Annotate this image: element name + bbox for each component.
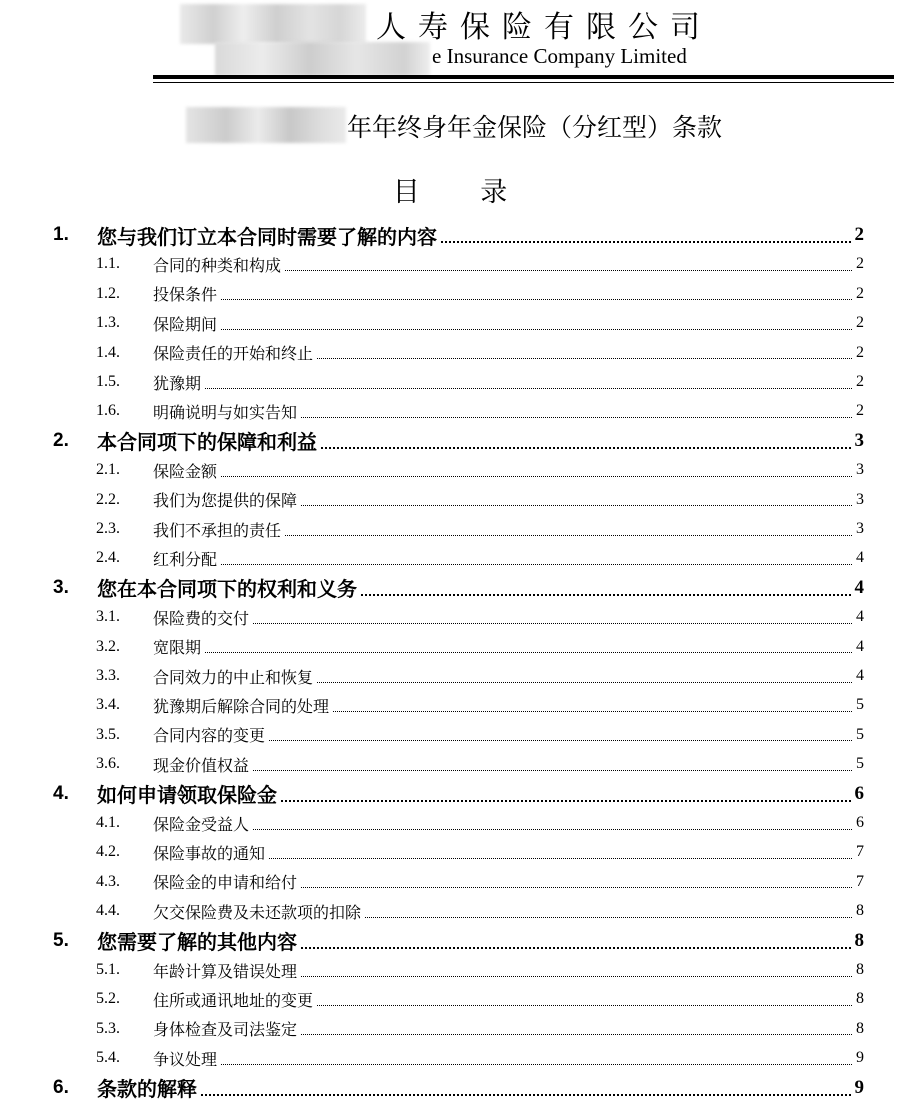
- toc-entry-page-number: 8: [856, 902, 864, 920]
- toc-dot-leader: [221, 476, 852, 477]
- header-rule-thin: [153, 82, 894, 83]
- toc-subsection-entry[interactable]: [0, 455, 900, 485]
- toc-subsection-entry[interactable]: [0, 308, 900, 338]
- toc-entry-line: [153, 665, 864, 688]
- toc-dot-leader: [365, 917, 852, 918]
- toc-entry-title: 保险费的交付: [153, 608, 250, 628]
- toc-entry-page-number: 8: [856, 961, 864, 978]
- toc-dot-leader: [281, 800, 851, 802]
- toc-entry-line: [97, 221, 864, 250]
- toc-entry-number: 3.3.: [96, 667, 120, 684]
- toc-entry-number: 6.: [53, 1076, 69, 1098]
- toc-entry-line: [153, 841, 864, 864]
- toc-dot-leader: [321, 447, 851, 449]
- toc-heading: 目 录: [392, 177, 534, 208]
- toc-dot-leader: [269, 858, 852, 859]
- toc-dot-leader: [201, 1094, 851, 1096]
- toc-subsection-entry[interactable]: [0, 867, 900, 897]
- toc-entry-number: 2.1.: [96, 461, 120, 479]
- toc-entry-title: 保险金额: [153, 461, 218, 481]
- toc-entry-line: [153, 635, 864, 658]
- toc-entry-page-number: 9: [856, 1049, 864, 1067]
- toc-entry-number: 4.: [53, 782, 69, 804]
- toc-entry-line: [97, 1073, 864, 1102]
- toc-entry-title: 身体检查及司法鉴定: [153, 1020, 298, 1040]
- redacted-logo: [180, 4, 366, 44]
- toc-entry-page-number: 2: [856, 314, 864, 332]
- toc-dot-leader: [253, 770, 852, 771]
- toc-dot-leader: [301, 1034, 852, 1035]
- toc-section-entry[interactable]: [0, 926, 900, 956]
- toc-entry-title: 您需要了解的其他内容: [97, 930, 297, 955]
- toc-subsection-entry[interactable]: [0, 338, 900, 368]
- toc-entry-line: [97, 779, 864, 808]
- toc-entry-page-number: 2: [856, 343, 864, 361]
- toc-entry-page-number: 4: [856, 549, 864, 567]
- toc-entry-page-number: 5: [856, 696, 864, 714]
- toc-entry-number: 4.3.: [96, 872, 120, 890]
- toc-entry-page-number: 3: [856, 490, 864, 508]
- toc-dot-leader: [221, 299, 852, 300]
- toc-entry-title: 合同效力的中止和恢复: [153, 667, 314, 687]
- toc-entry-title: 保险金的申请和给付: [153, 873, 298, 893]
- toc-dot-leader: [441, 241, 851, 243]
- toc-subsection-entry[interactable]: [0, 1043, 900, 1073]
- toc-entry-number: 4.2.: [96, 843, 120, 861]
- document-title: 年年终身年金保险（分红型）条款: [347, 113, 723, 142]
- toc-entry-line: [153, 1017, 864, 1040]
- toc-subsection-entry[interactable]: [0, 720, 900, 750]
- toc-dot-leader: [317, 682, 852, 683]
- toc-entry-page-number: 7: [856, 872, 864, 890]
- toc-subsection-entry[interactable]: [0, 808, 900, 838]
- toc-dot-leader: [301, 887, 852, 888]
- toc-entry-line: [153, 870, 864, 893]
- toc-entry-title: 您与我们订立本合同时需要了解的内容: [97, 224, 437, 249]
- toc-subsection-entry[interactable]: [0, 543, 900, 573]
- toc-entry-page-number: 3: [856, 461, 864, 479]
- redacted-product-name: [186, 107, 346, 143]
- toc-subsection-entry[interactable]: [0, 1014, 900, 1044]
- toc-entry-line: [153, 694, 864, 717]
- toc-entry-title: 年龄计算及错误处理: [153, 961, 298, 981]
- toc-entry-title: 合同的种类和构成: [153, 255, 282, 275]
- toc-entry-page-number: 8: [856, 1019, 864, 1037]
- toc-entry-title: 您在本合同项下的权利和义务: [97, 577, 357, 602]
- toc-dot-leader: [301, 417, 852, 418]
- document-header: [0, 0, 900, 100]
- toc-dot-leader: [301, 505, 852, 506]
- toc-entry-line: [153, 547, 864, 570]
- toc-entry-page-number: 2: [856, 284, 864, 302]
- toc-entry-page-number: 3: [854, 429, 864, 451]
- toc-entry-number: 1.4.: [96, 343, 120, 361]
- toc-entry-page-number: 4: [854, 576, 864, 598]
- toc-entry-title: 本合同项下的保障和利益: [97, 430, 317, 455]
- toc-entry-page-number: 8: [854, 929, 864, 951]
- toc-entry-number: 3.6.: [96, 755, 120, 773]
- toc-entry-title: 保险责任的开始和终止: [153, 344, 314, 364]
- toc-subsection-entry[interactable]: [0, 396, 900, 426]
- toc-section-entry[interactable]: [0, 1073, 900, 1103]
- toc-entry-number: 5.1.: [96, 961, 120, 978]
- toc-entry-number: 2.3.: [96, 520, 120, 537]
- toc-entry-title: 合同内容的变更: [153, 726, 266, 746]
- toc-entry-number: 1.: [53, 224, 69, 245]
- toc-entry-title: 如何申请领取保险金: [97, 783, 277, 808]
- toc-dot-leader: [317, 1005, 852, 1006]
- toc-entry-line: [153, 723, 864, 746]
- toc-subsection-entry[interactable]: [0, 367, 900, 397]
- toc-entry-page-number: 7: [856, 843, 864, 861]
- header-rule-thick: [153, 75, 894, 79]
- toc-entry-number: 3.1.: [96, 608, 120, 626]
- toc-entry-number: 1.5.: [96, 373, 120, 390]
- toc-entry-title: 宽限期: [153, 638, 202, 658]
- toc-entry-line: [153, 1047, 864, 1070]
- toc-entry-line: [153, 753, 864, 776]
- toc-entry-line: [153, 988, 864, 1011]
- toc-entry-line: [153, 341, 864, 364]
- toc-entry-number: 1.1.: [96, 255, 120, 273]
- toc-entry-line: [153, 518, 864, 541]
- toc-subsection-entry[interactable]: [0, 514, 900, 544]
- toc-subsection-entry[interactable]: [0, 279, 900, 309]
- toc-entry-title: 红利分配: [153, 549, 218, 569]
- toc-entry-number: 2.: [53, 429, 69, 451]
- toc-entry-line: [153, 900, 864, 923]
- toc-section-entry[interactable]: [0, 573, 900, 603]
- toc-entry-title: 投保条件: [153, 285, 218, 305]
- toc-dot-leader: [269, 740, 852, 741]
- toc-entry-title: 我们为您提供的保障: [153, 491, 298, 511]
- toc-entry-title: 争议处理: [153, 1049, 218, 1069]
- toc-subsection-entry[interactable]: [0, 602, 900, 632]
- toc-entry-page-number: 5: [856, 755, 864, 773]
- toc-subsection-entry[interactable]: [0, 896, 900, 926]
- toc-entry-number: 3.: [53, 576, 69, 598]
- toc-subsection-entry[interactable]: [0, 984, 900, 1014]
- toc-entry-line: [153, 253, 864, 276]
- toc-dot-leader: [221, 564, 852, 565]
- toc-entry-title: 现金价值权益: [153, 755, 250, 775]
- toc-entry-number: 5.2.: [96, 990, 120, 1008]
- company-name-english: e Insurance Company Limited: [432, 44, 687, 68]
- company-name-chinese: 人寿保险有限公司: [376, 10, 712, 45]
- toc-entry-page-number: 3: [856, 520, 864, 537]
- toc-dot-leader: [361, 594, 851, 596]
- toc-subsection-entry[interactable]: [0, 749, 900, 779]
- toc-entry-number: 3.2.: [96, 637, 120, 655]
- toc-entry-page-number: 4: [856, 667, 864, 684]
- toc-subsection-entry[interactable]: [0, 690, 900, 720]
- toc-entry-number: 1.3.: [96, 314, 120, 332]
- toc-dot-leader: [221, 329, 852, 330]
- toc-entry-number: 3.5.: [96, 725, 120, 743]
- toc-entry-line: [153, 488, 864, 511]
- toc-entry-line: [153, 959, 864, 982]
- toc-dot-leader: [333, 711, 852, 712]
- toc-subsection-entry[interactable]: [0, 661, 900, 691]
- toc-entry-number: 4.4.: [96, 902, 120, 920]
- toc-entry-page-number: 6: [856, 814, 864, 831]
- toc-entry-title: 条款的解释: [97, 1077, 197, 1102]
- toc-dot-leader: [221, 1064, 852, 1065]
- toc-section-entry[interactable]: [0, 779, 900, 809]
- toc-entry-number: 5.: [53, 929, 69, 951]
- toc-entry-line: [153, 371, 864, 394]
- toc-section-entry[interactable]: [0, 426, 900, 456]
- toc-dot-leader: [253, 623, 852, 624]
- toc-entry-page-number: 2: [856, 402, 864, 420]
- toc-dot-leader: [301, 947, 851, 949]
- toc-entry-number: 1.2.: [96, 284, 120, 302]
- toc-entry-line: [153, 812, 864, 835]
- toc-entry-line: [153, 282, 864, 305]
- toc-entry-title: 保险金受益人: [153, 814, 250, 834]
- toc-entry-line: [153, 312, 864, 335]
- toc-subsection-entry[interactable]: [0, 837, 900, 867]
- toc-subsection-entry[interactable]: [0, 485, 900, 515]
- toc-entry-page-number: 2: [856, 373, 864, 390]
- toc-entry-line: [97, 573, 864, 602]
- toc-entry-number: 2.4.: [96, 549, 120, 567]
- toc-dot-leader: [317, 358, 852, 359]
- toc-entry-line: [153, 400, 864, 423]
- toc-dot-leader: [285, 270, 852, 271]
- toc-entry-number: 5.4.: [96, 1049, 120, 1067]
- toc-entry-number: 4.1.: [96, 814, 120, 831]
- toc-entry-title: 保险事故的通知: [153, 843, 266, 863]
- toc-entry-title: 欠交保险费及未还款项的扣除: [153, 902, 362, 922]
- toc-entry-title: 犹豫期后解除合同的处理: [153, 696, 330, 716]
- toc-entry-number: 3.4.: [96, 696, 120, 714]
- toc-dot-leader: [205, 652, 852, 653]
- toc-entry-title: 我们不承担的责任: [153, 520, 282, 540]
- toc-entry-title: 保险期间: [153, 314, 218, 334]
- toc-entry-page-number: 8: [856, 990, 864, 1008]
- toc-entry-page-number: 2: [854, 224, 864, 245]
- toc-entry-page-number: 6: [854, 782, 864, 804]
- toc-entry-page-number: 9: [854, 1076, 864, 1098]
- toc-dot-leader: [253, 829, 852, 830]
- toc-entry-title: 犹豫期: [153, 373, 202, 393]
- toc-entry-number: 5.3.: [96, 1019, 120, 1037]
- toc-entry-number: 1.6.: [96, 402, 120, 420]
- toc-entry-line: [97, 426, 864, 455]
- toc-subsection-entry[interactable]: [0, 955, 900, 985]
- toc-entry-page-number: 2: [856, 255, 864, 273]
- toc-section-entry[interactable]: [0, 220, 900, 250]
- toc-subsection-entry[interactable]: [0, 632, 900, 662]
- toc-entry-title: 住所或通讯地址的变更: [153, 990, 314, 1010]
- toc-entry-page-number: 4: [856, 637, 864, 655]
- toc-subsection-entry[interactable]: [0, 249, 900, 279]
- toc-entry-page-number: 4: [856, 608, 864, 626]
- toc-entry-number: 2.2.: [96, 490, 120, 508]
- toc-entry-line: [153, 606, 864, 629]
- toc-dot-leader: [301, 976, 852, 977]
- toc-entry-title: 明确说明与如实告知: [153, 402, 298, 422]
- toc-dot-leader: [285, 535, 852, 536]
- redacted-company-name: [215, 42, 430, 76]
- toc-entry-page-number: 5: [856, 725, 864, 743]
- toc-dot-leader: [205, 388, 852, 389]
- toc-entry-line: [97, 926, 864, 955]
- toc-entry-line: [153, 459, 864, 482]
